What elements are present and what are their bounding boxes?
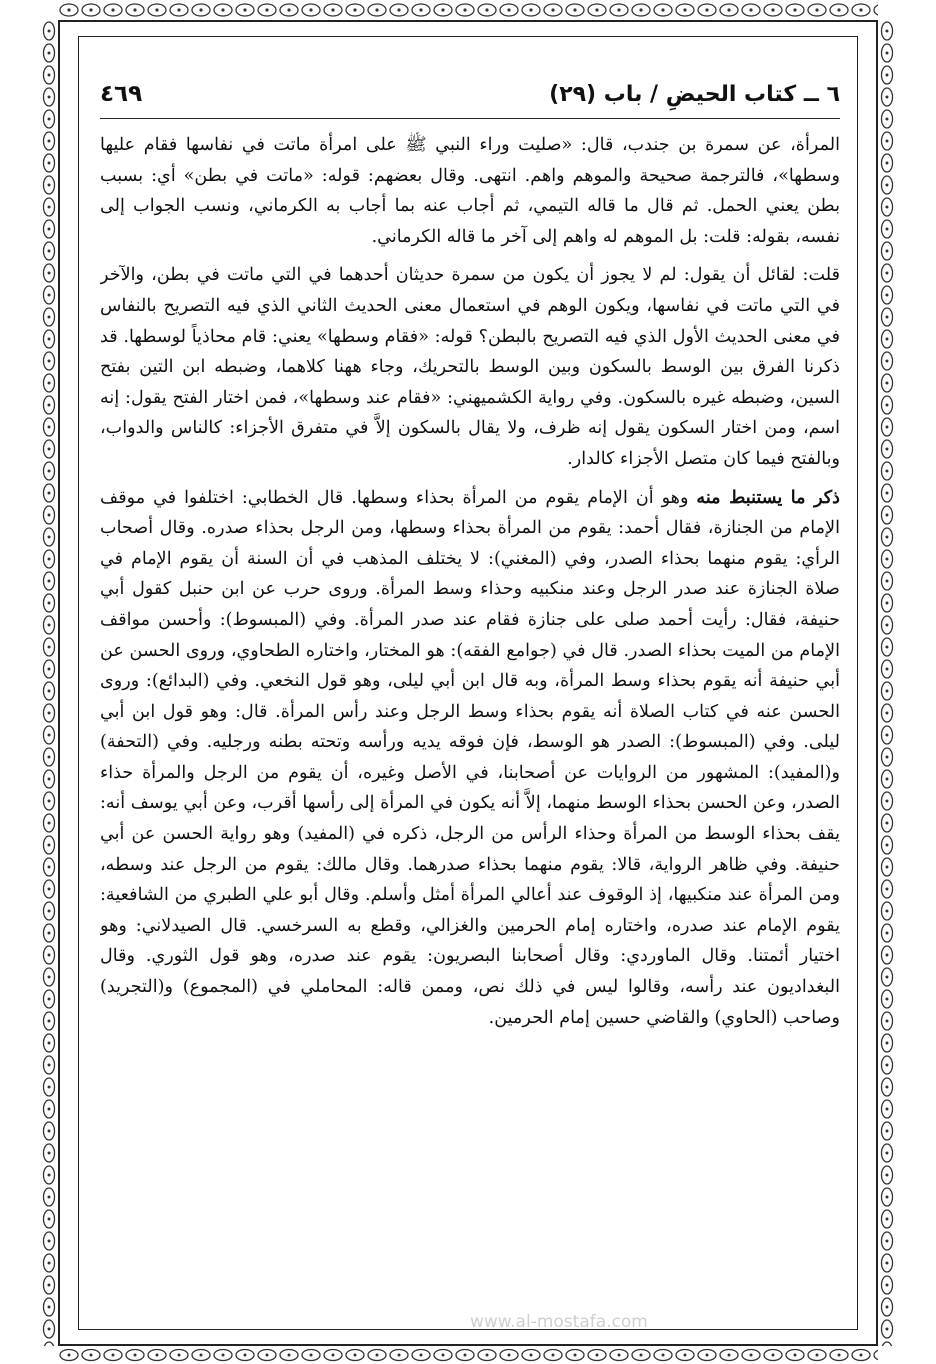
right-ornament-border bbox=[878, 20, 896, 1346]
section-lead-phrase: ذكر ما يستنبط منه bbox=[696, 486, 840, 508]
top-chain-ornament bbox=[58, 0, 878, 20]
watermark: www.al-mostafa.com bbox=[470, 1312, 648, 1332]
page-header bbox=[100, 72, 840, 116]
bottom-ornament-border bbox=[58, 1346, 878, 1364]
page-body bbox=[100, 124, 840, 1332]
page-number: ٤٦٩ bbox=[100, 81, 143, 107]
paragraph-1: المرأة، عن سمرة بن جندب، قال: «صليت وراء النبي ﷺ على امرأة ماتت في نفاسها فقام عليها وسطها»، فالترجمة صحيحة والموهم واهم. انتهى. وقال بعضهم: قوله: «ماتت في بطن» أي: بسبب بطن يعني الحمل. ثم قال ما قاله التيمي، ثم أجاب عنه بما أجاب به الكرماني، ونسب الجواب إلى نفسه، بقوله: قلت: بل الموهم له واهم إلى آخر ما قاله الكرماني. bbox=[100, 135, 840, 247]
running-head: ٦ ــ كتاب الحيضِ / باب (٢٩) bbox=[549, 81, 840, 107]
left-ornament-border bbox=[40, 20, 58, 1346]
paragraph-3: ذكر ما يستنبط منه وهو أن الإمام يقوم من المرأة بحذاء وسطها. قال الخطابي: اختلفوا في موقف الإمام من الجنازة، فقال أحمد: يقوم من المرأة بحذاء وسطها، ومن الرجل بحذاء صدره. وقال أصحاب الرأي: يقوم منهما بحذاء الصدر، وفي (المغني): لا يختلف المذهب في أن السنة أن يقوم الإمام في صلاة الجنازة عند صدر الرجل وعند منكبيه وحذاء وسط المرأة. وروى حرب عن ابن حنبل كقول أبي حنيفة، فقال: رأيت أحمد صلى على جنازة فقام عند صدر المرأة. وفي (المبسوط): وأحسن مواقف الإمام من الميت بحذاء الصدر. قال في (جوامع الفقه): هو المختار، واختاره الطحاوي، وروى الحسن عن أبي حنيفة أنه يقوم بحذاء وسط المرأة، وبه قال ابن أبي ليلى، وهو قول النخعي. وفي (البدائع): وروى الحسن عنه في كتاب الصلاة أنه يقوم بحذاء وسط الرجل وعند رأس المرأة. قال: وهو قول ابن أبي ليلى. وفي (المبسوط): الصدر هو الوسط، فإن فوقه يديه ورأسه وتحته بطنه ورجليه. وفي (التحفة) و(المفيد): المشهور من الروايات عن أصحابنا، في الأصل وغيره، أن يقوم من الرجل والمرأة حذاء الصدر، وعن الحسن بحذاء الوسط منهما، إلاَّ أنه يكون في المرأة إلى رأسها أقرب، وعن أبي يوسف أنه: يقف بحذاء الوسط من المرأة وحذاء الرأس من الرجل، ذكره في (المفيد) وهو رواية الحسن عن أبي حنيفة. وفي ظاهر الرواية، قالا: يقوم منهما بحذاء صدرهما. وقال مالك: يقوم من الرجل عند وسطه، ومن المرأة عند منكبيها، إذ الوقوف عند أعالي المرأة أمثل وأسلم. وقال أبو علي الطبري من الشافعية: يقوم الإمام عند صدره، واختاره إمام الحرمين والغزالي، وقطع به السرخسي. قال الصيدلاني: وهو اختيار أئمتنا. وقال الماوردي: وقال أصحابنا البصريون: يقوم عند صدره، وهو قول الثوري. وقال البغداديون عند رأسه، وقالوا ليس في ذلك نص، وممن قاله: المحاملي في (المجموع) و(التجريد) وصاحب (الحاوي) والقاضي حسين إمام الحرمين. bbox=[100, 486, 840, 1028]
right-chain-ornament bbox=[878, 20, 896, 1346]
left-chain-ornament bbox=[40, 20, 58, 1346]
paragraph-2: قلت: لقائل أن يقول: لم لا يجوز أن يكون من سمرة حديثان أحدهما في التي ماتت في بطن، والآخر في التي ماتت في نفاسها، ويكون الوهم في استعمال معنى الحديث الثاني الذي فيه التصريح بالنفاس في معنى الحديث الأول الذي فيه التصريح بالبطن؟ قوله: «فقام وسطها» يعني: قام محاذياً لوسطها. قد ذكرنا الفرق بين الوسط بالسكون وبين الوسط بالتحريك، وجاء ههنا كلاهما، وضبطه ابن التين بفتح السين، وضبطه غيره بالسكون. وفي رواية الكشميهني: «فقام عند وسطها»، فمن اختار الفتح يقول: إنه اسم، ومن اختار السكون يقول إنه ظرف، ولا يقال بالسكون إلاَّ في متفرق الأجزاء: كالناس والدواب، وبالفتح فيما كان متصل الأجزاء كالدار. bbox=[100, 265, 840, 469]
header-rule bbox=[100, 118, 840, 119]
top-ornament-border bbox=[58, 0, 878, 20]
bottom-chain-ornament bbox=[58, 1346, 878, 1364]
